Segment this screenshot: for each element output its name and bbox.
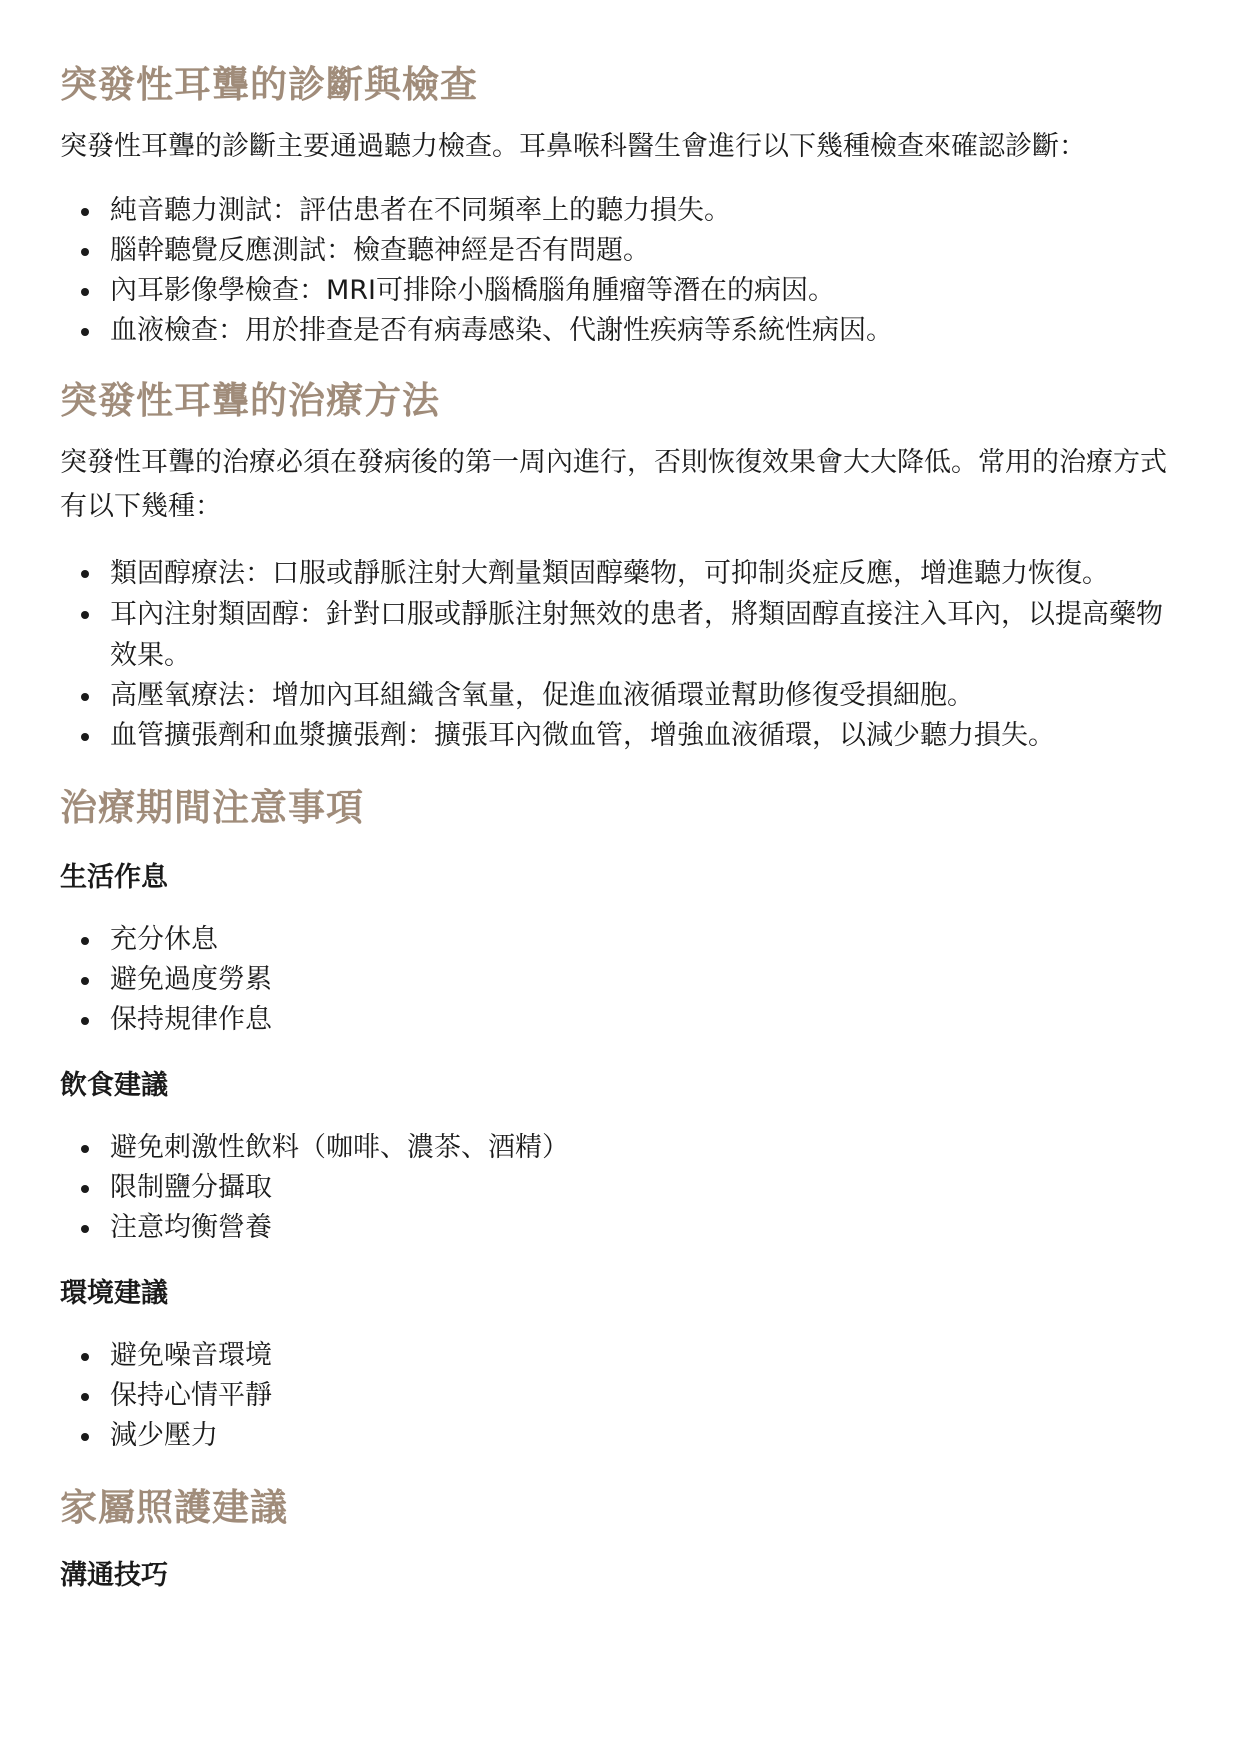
list-item: 血液檢查：用於排查是否有病毒感染、代謝性疾病等系統性病因。 [110, 311, 1181, 351]
subheading-diet: 飲食建議 [60, 1070, 168, 1101]
list-item: 血管擴張劑和血漿擴張劑：擴張耳內微血管，增強血液循環，以減少聽力損失。 [110, 716, 1181, 756]
diagnosis-intro: 突發性耳聾的診斷主要通過聽力檢查。耳鼻喉科醫生會進行以下幾種檢查來確認診斷： [60, 131, 1086, 162]
list-item: 高壓氧療法：增加內耳組織含氧量，促進血液循環並幫助修復受損細胞。 [110, 676, 1181, 716]
list-item: 避免噪音環境 [110, 1336, 1181, 1376]
subheading-lifestyle: 生活作息 [60, 862, 168, 893]
list-item: 限制鹽分攝取 [110, 1168, 1181, 1208]
list-item: 注意均衡營養 [110, 1208, 1181, 1248]
list-item: 減少壓力 [110, 1416, 1181, 1456]
lifestyle-list [60, 920, 1181, 1040]
section-heading-precautions: 治療期間注意事項 [60, 786, 364, 829]
list-item: 避免過度勞累 [110, 960, 1181, 1000]
diagnosis-list [60, 191, 1181, 351]
subheading-environment: 環境建議 [60, 1278, 168, 1309]
treatment-intro: 突發性耳聾的治療必須在發病後的第一周內進行，否則恢復效果會大大降低。常用的治療方式有以下幾種： [60, 447, 1167, 522]
list-item: 內耳影像學檢查：MRI可排除小腦橋腦角腫瘤等潛在的病因。 [110, 271, 1181, 311]
list-item: 耳內注射類固醇：針對口服或靜脈注射無效的患者，將類固醇直接注入耳內，以提高藥物效果。 [110, 594, 1181, 676]
section-heading-treatment: 突發性耳聾的治療方法 [60, 379, 440, 422]
list-item: 腦幹聽覺反應測試：檢查聽神經是否有問題。 [110, 231, 1181, 271]
list-item: 類固醇療法：口服或靜脈注射大劑量類固醇藥物，可抑制炎症反應，增進聽力恢復。 [110, 553, 1181, 594]
environment-list [60, 1336, 1181, 1456]
treatment-list [60, 553, 1181, 756]
list-item: 避免刺激性飲料（咖啡、濃茶、酒精） [110, 1128, 1181, 1168]
list-item: 純音聽力測試：評估患者在不同頻率上的聽力損失。 [110, 191, 1181, 231]
list-item: 保持心情平靜 [110, 1376, 1181, 1416]
diet-list [60, 1128, 1181, 1248]
list-item: 保持規律作息 [110, 1000, 1181, 1040]
section-heading-diagnosis: 突發性耳聾的診斷與檢查 [60, 63, 478, 106]
list-item: 充分休息 [110, 920, 1181, 960]
subheading-communication: 溝通技巧 [60, 1560, 168, 1591]
section-heading-family-care: 家屬照護建議 [60, 1486, 288, 1529]
